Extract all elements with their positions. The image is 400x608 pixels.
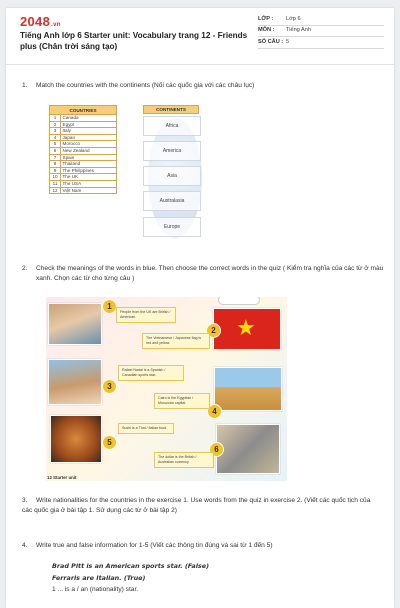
- question-4: 4. Write true and false information for 1-5 (Viết các thông tin đúng và sai từ 1 đến 5): [22, 542, 273, 549]
- country-name: Spain: [61, 154, 117, 161]
- question-2-text: Check the meanings of the words in blue. Then choose the correct words in the quiz ( Kiểm tra nghĩa của các từ ở màu xanh. Chọn các từ cho từng câu ): [36, 265, 384, 282]
- country-name: The Philippines: [61, 167, 117, 174]
- table-row: [50, 154, 117, 161]
- quiz-caption: Rafael Nadal is a Spanish / Canadian sports star.: [118, 365, 184, 381]
- country-number: 2: [50, 121, 61, 128]
- photo-nadal: [48, 359, 102, 405]
- country-number: 6: [50, 147, 61, 154]
- question-1-text: Match the countries with the continents (Nối các quốc gia với các châu lục): [36, 82, 255, 89]
- quiz-caption: The Vietnamese / Japanese flag is red and yellow.: [142, 333, 210, 349]
- countries-header: COUNTRIES: [50, 106, 117, 115]
- header: [6, 8, 394, 65]
- table-row: [50, 121, 117, 128]
- worksheet: [6, 8, 394, 608]
- table-row: [50, 167, 117, 174]
- country-number: 10: [50, 174, 61, 181]
- country-name: Việt Nam: [61, 187, 117, 194]
- table-row: [50, 174, 117, 181]
- food-image: [50, 415, 102, 463]
- country-number: 8: [50, 161, 61, 168]
- table-row: [50, 134, 117, 141]
- continent-item: Europe: [143, 217, 201, 237]
- country-number: 9: [50, 167, 61, 174]
- book-footer: 12 Starter unit: [47, 475, 77, 480]
- continents-header: CONTINENTS: [143, 105, 199, 114]
- badge-5: 5: [102, 435, 117, 450]
- quiz-caption: Cairo is the Egyptian / Moroccan capital.: [154, 393, 210, 409]
- country-number: 5: [50, 141, 61, 148]
- country-name: Morocco: [61, 141, 117, 148]
- pyramids-image: [214, 367, 282, 411]
- quiz-caption: Sushi is a Thai / Italian food.: [118, 423, 174, 434]
- exercise-item: 1 ... is a / an (nationality) star.: [52, 586, 139, 593]
- photo-friends: [48, 303, 102, 345]
- speech-bubble: [218, 297, 260, 305]
- country-number: 7: [50, 154, 61, 161]
- quiz-image: [46, 297, 287, 481]
- site-logo[interactable]: 2048.vn: [20, 14, 61, 29]
- badge-3: 3: [102, 379, 117, 394]
- badge-1: 1: [102, 299, 117, 314]
- continent-item: America: [143, 141, 201, 161]
- question-3: 3. Write nationalities for the countries in the exercise 1. Use words from the quiz in exercise 2. (Viết các quốc tịch của các quốc gia ở bài tập 1. Sử dụng các từ ở bài tập 2): [22, 497, 371, 514]
- country-number: 11: [50, 180, 61, 187]
- table-row: [50, 147, 117, 154]
- meta-subject: MÔN : Tiếng Anh: [258, 26, 384, 38]
- badge-2: 2: [206, 323, 221, 338]
- country-number: 3: [50, 128, 61, 135]
- country-name: The UK: [61, 174, 117, 181]
- banknote-image: [216, 424, 280, 474]
- country-name: Egypt: [61, 121, 117, 128]
- question-4-text: Write true and false information for 1-5 (Viết các thông tin đúng và sai từ 1 đến 5): [36, 542, 273, 549]
- table-row: [50, 180, 117, 187]
- page-title: Tiếng Anh lớp 6 Starter unit: Vocabulary trang 12 - Friends plus (Chân trời sáng tạo): [20, 31, 248, 51]
- star-icon: ★: [236, 315, 256, 340]
- quiz-caption: The dollar is the British / Australian currency.: [154, 452, 214, 468]
- country-name: Japan: [61, 134, 117, 141]
- table-row: [50, 161, 117, 168]
- meta-class: LỚP : Lớp 6: [258, 14, 384, 26]
- continent-item: Asia: [143, 166, 201, 186]
- continent-item: Australasia: [143, 191, 201, 211]
- example-line: Brad Pitt is an American sports star. (False): [52, 562, 209, 570]
- continents-column: [143, 105, 199, 239]
- country-name: Canada: [61, 115, 117, 122]
- country-number: 4: [50, 134, 61, 141]
- country-number: 1: [50, 115, 61, 122]
- quiz-caption: People from the UK are British / American.: [116, 307, 176, 323]
- example-line: Ferraris are Italian. (True): [52, 574, 146, 582]
- table-row: [50, 115, 117, 122]
- meta-panel: [258, 14, 384, 49]
- country-name: New Zealand: [61, 147, 117, 154]
- meta-question-count: SỐ CÂU : 5: [258, 37, 384, 49]
- question-3-text: Write nationalities for the countries in the exercise 1. Use words from the quiz in exercise 2. (Viết các quốc tịch của các quốc gia ở bài tập 1. Sử dụng các từ ở bài tập 2): [22, 497, 371, 514]
- table-row: [50, 128, 117, 135]
- badge-4: 4: [207, 404, 222, 419]
- country-number: 12: [50, 187, 61, 194]
- country-name: The USA: [61, 180, 117, 187]
- vietnam-flag-image: [213, 308, 281, 350]
- question-1: 1. Match the countries with the continents (Nối các quốc gia với các châu lục): [22, 82, 255, 89]
- country-name: Italy: [61, 128, 117, 135]
- question-2-num: 2.: [22, 265, 28, 272]
- country-name: Thailand: [61, 161, 117, 168]
- table-row: [50, 141, 117, 148]
- badge-6: 6: [209, 442, 224, 457]
- table-row: [50, 187, 117, 194]
- continent-item: Africa: [143, 116, 201, 136]
